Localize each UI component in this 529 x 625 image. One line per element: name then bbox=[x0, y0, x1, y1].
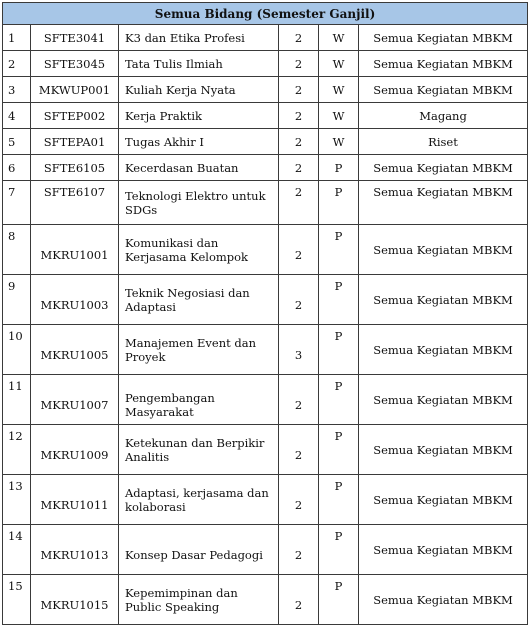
table-row bbox=[3, 155, 528, 181]
table-row bbox=[3, 325, 528, 375]
table-row bbox=[3, 129, 528, 155]
cell-type: P bbox=[319, 275, 359, 325]
cell-number: 9 bbox=[3, 275, 31, 325]
cell-course-name: Kerja Praktik bbox=[119, 103, 279, 129]
cell-credits: 2 bbox=[279, 425, 319, 475]
cell-number: 3 bbox=[3, 77, 31, 103]
cell-type: P bbox=[319, 225, 359, 275]
cell-type: P bbox=[319, 155, 359, 181]
cell-course-name: Adaptasi, kerjasama dan kolaborasi bbox=[119, 475, 279, 525]
cell-activity: Semua Kegiatan MBKM bbox=[359, 475, 528, 525]
cell-type: W bbox=[319, 103, 359, 129]
table-row bbox=[3, 103, 528, 129]
cell-number: 14 bbox=[3, 525, 31, 575]
cell-number: 2 bbox=[3, 51, 31, 77]
cell-course-code: MKWUP001 bbox=[31, 77, 119, 103]
cell-activity: Magang bbox=[359, 103, 528, 129]
cell-credits: 2 bbox=[279, 525, 319, 575]
cell-course-name: K3 dan Etika Profesi bbox=[119, 25, 279, 51]
cell-course-code: MKRU1003 bbox=[31, 275, 119, 325]
cell-course-code: SFTEPA01 bbox=[31, 129, 119, 155]
cell-type: W bbox=[319, 77, 359, 103]
cell-credits: 2 bbox=[279, 103, 319, 129]
cell-credits: 3 bbox=[279, 325, 319, 375]
cell-course-name: Teknologi Elektro untuk SDGs bbox=[119, 181, 279, 225]
cell-type: P bbox=[319, 425, 359, 475]
cell-type: P bbox=[319, 525, 359, 575]
cell-course-code: SFTE3041 bbox=[31, 25, 119, 51]
cell-course-code: SFTEP002 bbox=[31, 103, 119, 129]
cell-course-name: Komunikasi dan Kerjasama Kelompok bbox=[119, 225, 279, 275]
cell-course-code: SFTE6105 bbox=[31, 155, 119, 181]
cell-credits: 2 bbox=[279, 181, 319, 225]
cell-activity: Riset bbox=[359, 129, 528, 155]
cell-number: 5 bbox=[3, 129, 31, 155]
table-row bbox=[3, 77, 528, 103]
cell-credits: 2 bbox=[279, 275, 319, 325]
cell-course-code: MKRU1009 bbox=[31, 425, 119, 475]
table-row bbox=[3, 575, 528, 625]
cell-course-code: SFTE6107 bbox=[31, 181, 119, 225]
cell-number: 8 bbox=[3, 225, 31, 275]
cell-type: P bbox=[319, 375, 359, 425]
cell-activity: Semua Kegiatan MBKM bbox=[359, 77, 528, 103]
cell-activity: Semua Kegiatan MBKM bbox=[359, 275, 528, 325]
table-row bbox=[3, 25, 528, 51]
cell-type: W bbox=[319, 25, 359, 51]
cell-activity: Semua Kegiatan MBKM bbox=[359, 181, 528, 225]
cell-course-code: MKRU1007 bbox=[31, 375, 119, 425]
table-row bbox=[3, 375, 528, 425]
cell-credits: 2 bbox=[279, 225, 319, 275]
cell-credits: 2 bbox=[279, 375, 319, 425]
table-row bbox=[3, 475, 528, 525]
cell-number: 4 bbox=[3, 103, 31, 129]
cell-course-name: Ketekunan dan Berpikir Analitis bbox=[119, 425, 279, 475]
cell-credits: 2 bbox=[279, 129, 319, 155]
cell-course-name: Kuliah Kerja Nyata bbox=[119, 77, 279, 103]
cell-number: 10 bbox=[3, 325, 31, 375]
cell-credits: 2 bbox=[279, 155, 319, 181]
cell-number: 12 bbox=[3, 425, 31, 475]
table-header-row bbox=[3, 3, 528, 25]
cell-credits: 2 bbox=[279, 475, 319, 525]
table-row bbox=[3, 51, 528, 77]
cell-activity: Semua Kegiatan MBKM bbox=[359, 25, 528, 51]
cell-course-name: Kecerdasan Buatan bbox=[119, 155, 279, 181]
table-title: Semua Bidang (Semester Ganjil) bbox=[3, 3, 528, 25]
cell-course-name: Teknik Negosiasi dan Adaptasi bbox=[119, 275, 279, 325]
cell-course-name: Pengembangan Masyarakat bbox=[119, 375, 279, 425]
cell-type: P bbox=[319, 181, 359, 225]
cell-number: 1 bbox=[3, 25, 31, 51]
cell-number: 13 bbox=[3, 475, 31, 525]
cell-type: P bbox=[319, 575, 359, 625]
cell-course-name: Kepemimpinan dan Public Speaking bbox=[119, 575, 279, 625]
table-row bbox=[3, 525, 528, 575]
cell-number: 11 bbox=[3, 375, 31, 425]
cell-activity: Semua Kegiatan MBKM bbox=[359, 51, 528, 77]
cell-type: P bbox=[319, 475, 359, 525]
cell-activity: Semua Kegiatan MBKM bbox=[359, 575, 528, 625]
cell-course-code: SFTE3045 bbox=[31, 51, 119, 77]
cell-type: W bbox=[319, 51, 359, 77]
cell-number: 15 bbox=[3, 575, 31, 625]
cell-course-name: Konsep Dasar Pedagogi bbox=[119, 525, 279, 575]
table-row bbox=[3, 275, 528, 325]
cell-activity: Semua Kegiatan MBKM bbox=[359, 155, 528, 181]
cell-course-code: MKRU1001 bbox=[31, 225, 119, 275]
cell-course-code: MKRU1015 bbox=[31, 575, 119, 625]
cell-activity: Semua Kegiatan MBKM bbox=[359, 525, 528, 575]
cell-course-code: MKRU1011 bbox=[31, 475, 119, 525]
table-row bbox=[3, 181, 528, 225]
cell-credits: 2 bbox=[279, 575, 319, 625]
cell-credits: 2 bbox=[279, 51, 319, 77]
cell-type: W bbox=[319, 129, 359, 155]
cell-course-code: MKRU1005 bbox=[31, 325, 119, 375]
cell-activity: Semua Kegiatan MBKM bbox=[359, 375, 528, 425]
cell-type: P bbox=[319, 325, 359, 375]
cell-activity: Semua Kegiatan MBKM bbox=[359, 325, 528, 375]
cell-number: 6 bbox=[3, 155, 31, 181]
cell-credits: 2 bbox=[279, 77, 319, 103]
cell-number: 7 bbox=[3, 181, 31, 225]
cell-activity: Semua Kegiatan MBKM bbox=[359, 425, 528, 475]
cell-course-name: Tata Tulis Ilmiah bbox=[119, 51, 279, 77]
table-row bbox=[3, 425, 528, 475]
cell-activity: Semua Kegiatan MBKM bbox=[359, 225, 528, 275]
cell-credits: 2 bbox=[279, 25, 319, 51]
cell-course-code: MKRU1013 bbox=[31, 525, 119, 575]
table-row bbox=[3, 225, 528, 275]
cell-course-name: Manajemen Event dan Proyek bbox=[119, 325, 279, 375]
cell-course-name: Tugas Akhir I bbox=[119, 129, 279, 155]
course-table bbox=[2, 2, 528, 625]
